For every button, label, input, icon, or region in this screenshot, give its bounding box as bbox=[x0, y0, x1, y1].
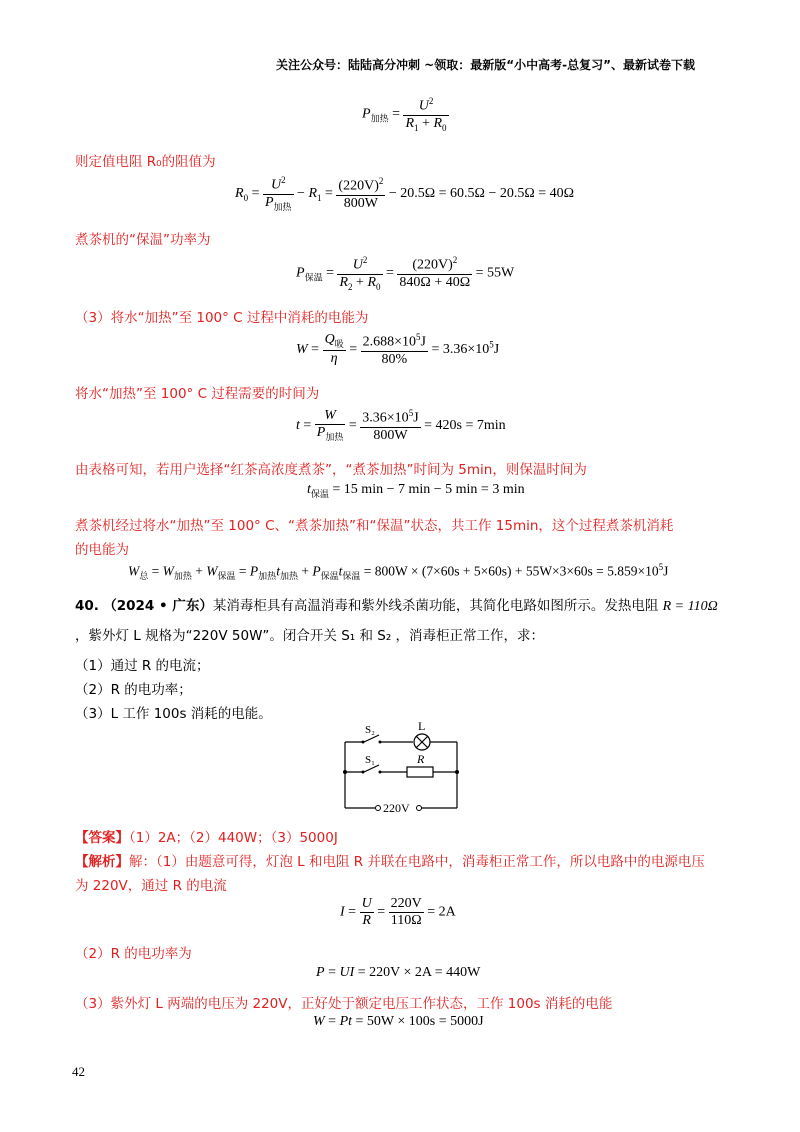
sub-question: （2）R 的电功率； bbox=[75, 682, 192, 698]
circuit-diagram bbox=[335, 720, 475, 820]
circuit-label-lamp: L bbox=[418, 720, 426, 733]
equation-p-heating: $P_{加热}$ = $\frac{U^2}{R_1 + R_0}$ bbox=[362, 96, 447, 133]
text-line: 的电能为 bbox=[75, 542, 129, 558]
text-line: 煮茶机的“保温”功率为 bbox=[75, 232, 211, 248]
equation-power: P = UI = 220V × 2A = 440W bbox=[316, 965, 481, 980]
text-line: 煮茶机经过将水“加热”至 100° C、“煮茶加热”和“保温”状态，共工作 15min，这个过程煮茶机消耗 bbox=[75, 518, 674, 534]
circuit-label-r: R bbox=[417, 752, 425, 766]
question-line: 40. （2024 • 广东）某消毒柜具有高温消毒和紫外线杀菌功能，其简化电路如图所示。发热电阻 R = 110Ω bbox=[75, 598, 718, 614]
equation-r0: $R_0$ = $\frac{U^2}{P_{加热}}$ − $R_1$ = $\frac{(220V)^2}{800W}$ − 20.5Ω = 60.5Ω − 20.5Ω = 40Ω bbox=[235, 175, 575, 212]
equation-total-energy: $W_总 = W_{加热} + W_{保温} = P_{加热}t_{加热} + P_{保温}t_{保温} = 800W \times (7\times 60s + 5\times 60s) + 55W\times 3\times 60s = 5.859\times 10^5J$ bbox=[128, 562, 669, 582]
analysis-line: 【解析】解：（1）由题意可得，灯泡 L 和电阻 R 并联在电路中，消毒柜正常工作，所以电路中的电源电压 bbox=[75, 854, 705, 870]
circuit-label-s1: S₁ bbox=[365, 754, 375, 766]
text-line: 由表格可知，若用户选择“红茶高浓度煮茶”，“煮茶加热”时间为 5min，则保温时间为 bbox=[75, 462, 587, 478]
equation-current: I = $\frac{U}{R}$ = $\frac{220V}{110\Omega}$ = 2A bbox=[340, 896, 456, 928]
text-line: （3）将水“加热”至 100° C 过程中消耗的电能为 bbox=[75, 310, 369, 326]
equation-energy: W = $\frac{Q_吸}{\eta}$ = $\frac{2.688\times 10^5J}{80\%}$ = $3.36\times 10^5J$ bbox=[296, 332, 500, 367]
circuit-label-s2: S₂ bbox=[365, 724, 375, 736]
page-number: 42 bbox=[72, 1064, 85, 1079]
circuit-label-voltage: 220V bbox=[383, 801, 410, 815]
answer-line: 【答案】（1）2A；（2）440W；（3）5000J bbox=[75, 830, 338, 846]
sub-question: （3）L 工作 100s 消耗的电能。 bbox=[75, 706, 272, 722]
equation-lamp-energy: W = Pt = 50W × 100s = 5000J bbox=[313, 1014, 484, 1029]
equation-p-keepwarm: $P_{保温}$ = $\frac{U^2}{R_2 + R_0}$ = $\frac{(220V)^2}{840\Omega + 40\Omega}$ = 55W bbox=[296, 255, 515, 292]
text-line: 则定值电阻 R₀的阻值为 bbox=[75, 154, 216, 170]
question-line: ，紫外灯 L 规格为“220V 50W”。闭合开关 S₁ 和 S₂ ，消毒柜正常工作，求： bbox=[75, 628, 545, 644]
analysis-line: 为 220V，通过 R 的电流 bbox=[75, 878, 227, 894]
analysis-line: （2）R 的电功率为 bbox=[75, 946, 192, 962]
equation-time: t = $\frac{W}{P_{加热}}$ = $\frac{3.36\times 10^5J}{800W}$ = 420s = 7min bbox=[296, 408, 506, 443]
sub-question: （1）通过 R 的电流； bbox=[75, 658, 210, 674]
page-header: 关注公众号：陆陆高分冲刺 ~领取：最新版“小中高考-总复习”、最新试卷下载 bbox=[276, 58, 695, 72]
equation-keepwarm-time: $t_{保温} = 15$ min − 7 min − 5 min = 3 min bbox=[307, 482, 525, 499]
analysis-line: （3）紫外灯 L 两端的电压为 220V，正好处于额定电压工作状态，工作 100s 消耗的电能 bbox=[75, 996, 613, 1012]
text-line: 将水“加热”至 100° C 过程需要的时间为 bbox=[75, 386, 320, 402]
